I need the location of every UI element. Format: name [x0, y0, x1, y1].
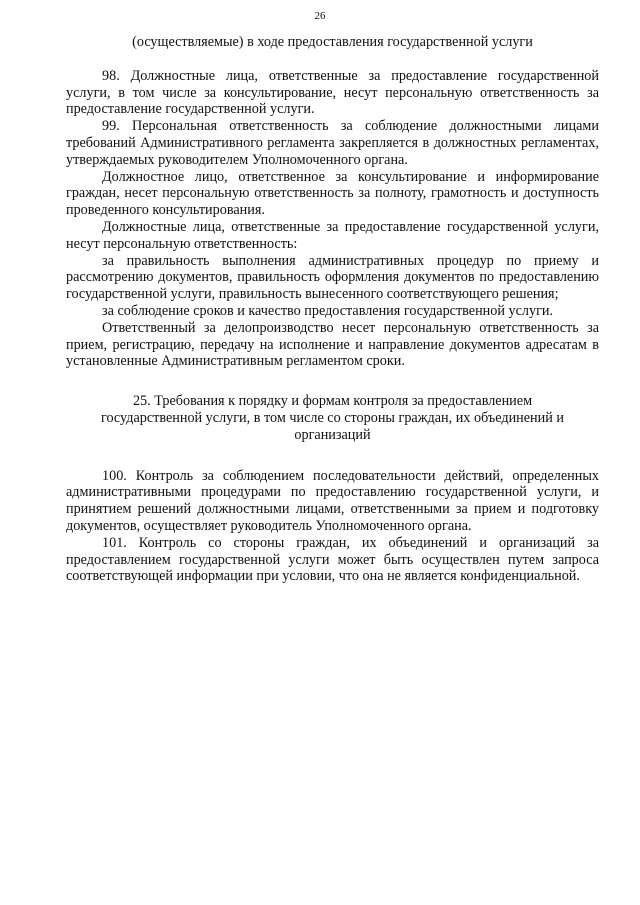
paragraph-correctness-procedures: за правильность выполнения административных процедур по приему и рассмотрению документов, правильность оформления документов по предоставлению государственной услуги, правильность вынесенного соответствующего решения;	[66, 252, 599, 303]
paragraph-officials-responsibility: Должностные лица, ответственные за предоставление государственной услуги, несут персональную ответственность:	[66, 218, 599, 252]
paragraph-100: 100. Контроль за соблюдением последовательности действий, определенных административными процедурами по предоставлению государственной услуги, и принятием решений должностными лицами, ответственными за прием и подготовку документов, осуществляет руководитель Уполномоченного органа.	[66, 467, 599, 534]
paragraph-deadlines-quality: за соблюдение сроков и качество предоставления государственной услуги.	[102, 302, 554, 319]
continued-heading: (осуществляемые) в ходе предоставления государственной услуги	[132, 34, 533, 50]
paragraph-consulting-responsibility: Должностное лицо, ответственное за консультирование и информирование граждан, несет персональную ответственность за полноту, грамотность и доступность проведенного консультирования.	[66, 168, 599, 219]
paragraph-99: 99. Персональная ответственность за соблюдение должностными лицами требований Административного регламента закрепляется в должностных регламентах, утверждаемых руководителем Уполномоченного органа.	[66, 118, 599, 168]
section-heading-25: 25. Требования к порядку и формам контроля за предоставлением государственной услуги, в том числе со стороны граждан, их объединений и организаций	[101, 393, 564, 443]
document-body	[66, 34, 599, 585]
paragraph-records-responsibility: Ответственный за делопроизводство несет персональную ответственность за прием, регистрацию, передачу на исполнение и направление документов адресатам в установленные Административным регламентом сроки.	[66, 319, 599, 370]
paragraph-98: 98. Должностные лица, ответственные за предоставление государственной услуги, в том числе за консультирование, несут персональную ответственность за предоставление государственной услуги.	[66, 67, 599, 118]
page-number: 26	[314, 10, 326, 22]
paragraph-101: 101. Контроль со стороны граждан, их объединений и организаций за предоставлением государственной услуги может быть осуществлен путем запроса соответствующей информации при условии, что она не является конфиденциальной.	[66, 534, 599, 585]
